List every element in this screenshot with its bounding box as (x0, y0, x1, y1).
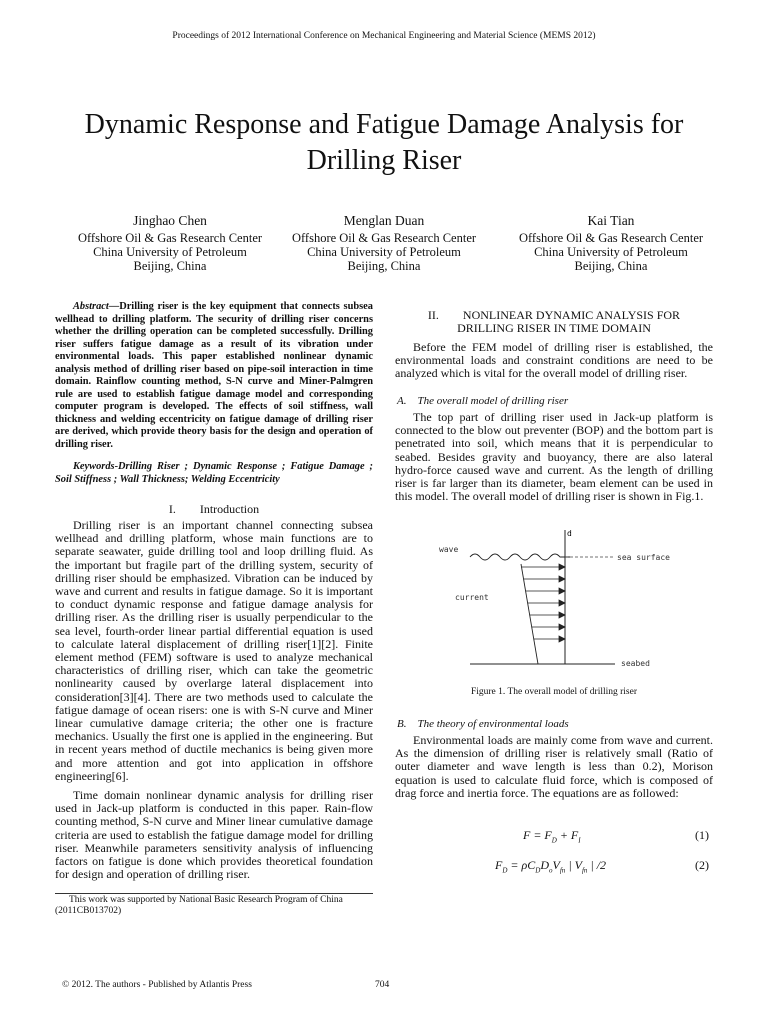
subsection-heading-a: A. The overall model of drilling riser (397, 395, 569, 407)
author-name: Jinghao Chen (133, 213, 207, 228)
current-label: current (455, 593, 489, 602)
page-number: 704 (375, 980, 390, 990)
keywords: Keywords-Drilling Riser ; Dynamic Response ; Fatigue Damage ; Soil Stiffness ; Wall Thickness; Welding Eccentricity (55, 461, 373, 485)
introduction-column (55, 519, 373, 881)
equation-1: $F = F_D + F_I$ (523, 828, 581, 845)
heading-line: DRILLING RISER IN TIME DOMAIN (457, 321, 651, 335)
author-name: Kai Tian (587, 213, 635, 228)
footnote: This work was supported by National Basic Research Program of China (2011CB013702) (55, 895, 343, 916)
abstract (55, 301, 373, 451)
wave-label: wave (439, 545, 459, 554)
figure-caption: Figure 1. The overall model of drilling riser (470, 687, 638, 697)
author-block (55, 214, 285, 273)
axis-label: d (567, 529, 572, 538)
author-affiliation: Offshore Oil & Gas Research Center (518, 231, 704, 245)
paragraph: Environmental loads are mainly come from wave and current. As the dimension of drilling riser is relatively small (Ratio of outer diameter and wave length is less than 0.2), Morison equation is used to calculate fluid force, which is composed of drag force and inertia force. The equations are as followed: (395, 733, 713, 800)
author-location: Beijing, China (347, 259, 421, 273)
section-heading-introduction: I. Introduction (168, 502, 260, 516)
footnote-divider (55, 893, 373, 894)
section-heading-nonlinear (395, 309, 713, 335)
author-university: China University of Petroleum (307, 245, 461, 259)
author-location: Beijing, China (574, 259, 648, 273)
author-university: China University of Petroleum (93, 245, 247, 259)
author-block (269, 214, 499, 273)
wave-line (470, 554, 570, 560)
author-location: Beijing, China (133, 259, 207, 273)
author-affiliation: Offshore Oil & Gas Research Center (77, 231, 263, 245)
author-name: Menglan Duan (343, 213, 425, 228)
subsection-a-text (395, 411, 713, 503)
paper-title: Dynamic Response and Fatigue Damage Analysis for Drilling Riser (84, 109, 684, 176)
heading-line: II. NONLINEAR DYNAMIC ANALYSIS FOR (427, 308, 681, 322)
equation-2: $F_D = \rho C_DD_oV_{fn}$ | $V_{fn}$ | /2 (495, 858, 607, 875)
figure-riser-model (425, 524, 690, 672)
seabed-label: seabed (621, 659, 650, 668)
paragraph: The top part of drilling riser used in Jack-up platform is connected to the blow out preventer (BOP) and the bottom part is penetrated into soil, which means that it is perpendicular to seabed. Besides gravity and buoyancy, there are also lateral hydro-force caused wave and current. As the length of drilling riser is far larger than its diameter, beam element can be used in this model. The overall model of drilling riser is shown in Fig.1. (395, 410, 713, 504)
paragraph: Before the FEM model of drilling riser is established, the environmental loads and constraint conditions are need to be analyzed which is vital for the overall model of drilling riser. (395, 340, 713, 381)
author-block (496, 214, 726, 273)
author-university: China University of Petroleum (534, 245, 688, 259)
paragraph: Drilling riser is an important channel connecting subsea wellhead and drilling platform, whose main functions are to separate seawater, guide drilling tool and loop drilling fluid. As the important but fragile part of the drilling system, security of drilling riser should be emphasized. Vibration can be induced by wave and current and results in fatigue damage. So it is important to conduct dynamic response and fatigue damage analysis for drilling riser. As the drilling riser is usually perpendicular to the sea level, fourth-order linear partial differential equation is used to calculate lateral displacement of drilling riser[1][2]. Finite element method (FEM) software is used to analyze mechanical characteristics of drilling riser, which can take the geometric nonlinearity caused by overlarge lateral displacement into consideration[3][4]. There are two methods used to calculate the fatigue damage of ocean risers: one is with S-N curve and Miner linear cumulative damage criteria; the other one is fracture mechanics. Usually the first one is applied in the engineering. But in recent years method of ductile mechanics is being given more and more attention and got into application in offshore engineering[6]. (55, 518, 373, 783)
equation-number: (2) (695, 858, 709, 872)
conference-header: Proceedings of 2012 International Conference on Mechanical Engineering and Material Science (MEMS 2012) (172, 31, 596, 41)
subsection-b-text (395, 734, 713, 800)
section2-intro (395, 341, 713, 381)
equation-number: (1) (695, 828, 709, 842)
current-arrows (522, 564, 565, 642)
subsection-heading-b: B. The theory of environmental loads (397, 718, 569, 730)
author-affiliation: Offshore Oil & Gas Research Center (291, 231, 477, 245)
copyright-footer: © 2012. The authors - Published by Atlantis Press (62, 980, 252, 990)
abstract-label: Abstract (73, 301, 109, 312)
abstract-text: —Drilling riser is the key equipment that connects subsea wellhead to drilling platform. The security of drilling riser concerns whether the drilling operation can be completed successfully. Drilling riser suffers fatigue damage as a result of its vibration under environmental loads. This paper established nonlinear dynamic analysis method of drilling riser based on pipe-soil interaction in time domain. Rainflow counting method, S-N curve and Miner-Palmgren rule are used to establish fatigue damage model and corresponding computer program is developed. The effects of soil stiffness, wall thickness and welding eccentricity on fatigue damage of drilling riser are derived, which provide theory basis for the design and operation of drilling riser. (55, 301, 373, 450)
sea-surface-label: sea surface (617, 553, 670, 562)
paragraph: Time domain nonlinear dynamic analysis for drilling riser used in Jack-up platform is conducted in this paper. Rain-flow counting method, S-N curve and Miner linear cumulative damage criteria are used to establish the fatigue damage model for drilling riser. Meanwhile parameters sensitivity analysis of influencing factors on fatigue is done which provides theoretical foundation for design and operation of drilling riser. (55, 788, 373, 882)
